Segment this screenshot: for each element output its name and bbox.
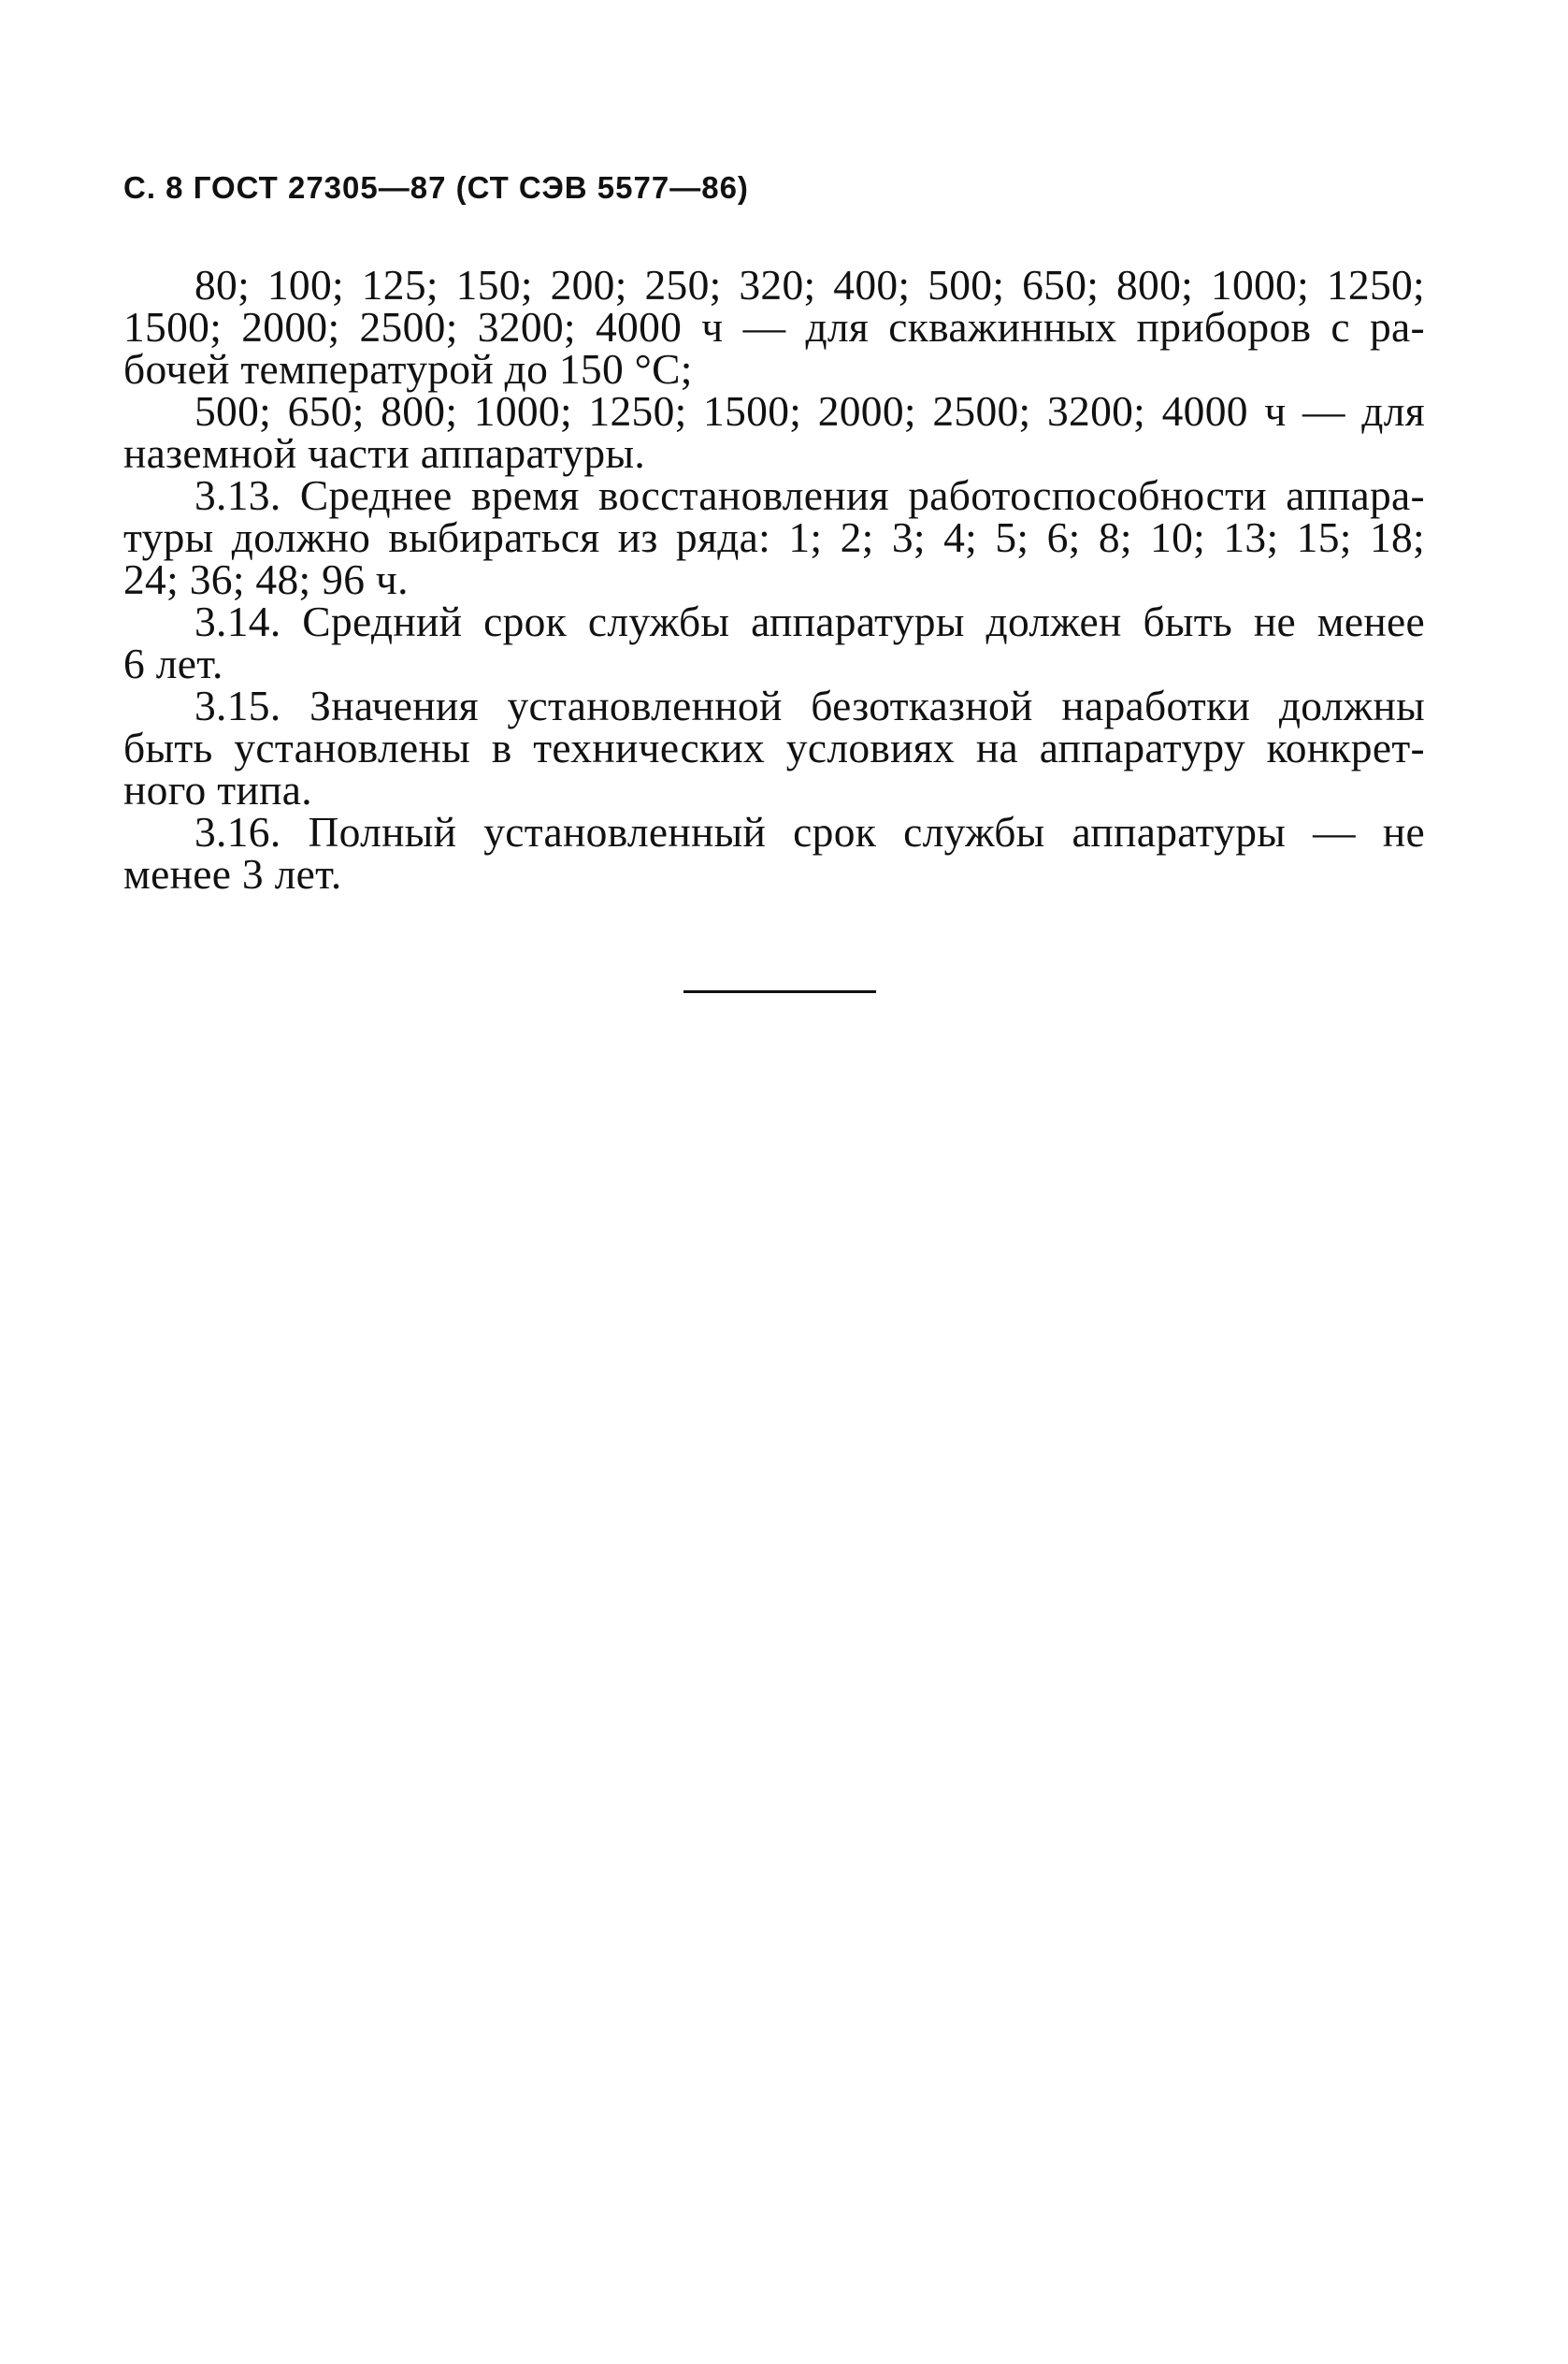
text-line: 6 лет. xyxy=(123,640,223,687)
text-line: туры должно выбираться из ряда: 1; 2; 3; 4; 5; 6; 8; 10; 13; 15; 18; xyxy=(123,513,1425,561)
paragraph-operating-time-surface xyxy=(123,387,1425,477)
document-body xyxy=(123,261,1425,898)
clause-3-13 xyxy=(123,471,1425,603)
page-header: С. 8 ГОСТ 27305—87 (СТ СЭВ 5577—86) xyxy=(123,170,749,205)
end-of-text-rule xyxy=(683,990,876,993)
paragraph-operating-time-downhole xyxy=(123,261,1425,393)
text-line: 500; 650; 800; 1000; 1250; 1500; 2000; 2500; 3200; 4000 ч — для xyxy=(194,387,1425,435)
text-line: менее 3 лет. xyxy=(123,850,342,898)
clause-3-16 xyxy=(123,808,1425,898)
text-line: 3.15. Значения установленной безотказной наработки должны xyxy=(194,682,1425,729)
text-line: 3.16. Полный установленный срок службы аппаратуры — не xyxy=(194,808,1425,856)
text-line: наземной части аппаратуры. xyxy=(123,429,645,477)
text-line: 80; 100; 125; 150; 200; 250; 320; 400; 500; 650; 800; 1000; 1250; xyxy=(194,261,1425,309)
clause-3-15 xyxy=(123,682,1425,814)
text-line: быть установлены в технических условиях на аппаратуру конкрет- xyxy=(123,724,1425,771)
clause-3-14 xyxy=(123,600,1425,685)
text-line: 3.14. Средний срок службы аппаратуры должен быть не менее xyxy=(194,598,1425,645)
text-line: 24; 36; 48; 96 ч. xyxy=(123,555,409,603)
text-line: бочей температурой до 150 °С; xyxy=(123,345,693,393)
text-line: 3.13. Среднее время восстановления работоспособности аппара- xyxy=(194,471,1425,519)
text-line: ного типа. xyxy=(123,766,312,814)
text-line: 1500; 2000; 2500; 3200; 4000 ч — для скважинных приборов с ра- xyxy=(123,303,1425,351)
